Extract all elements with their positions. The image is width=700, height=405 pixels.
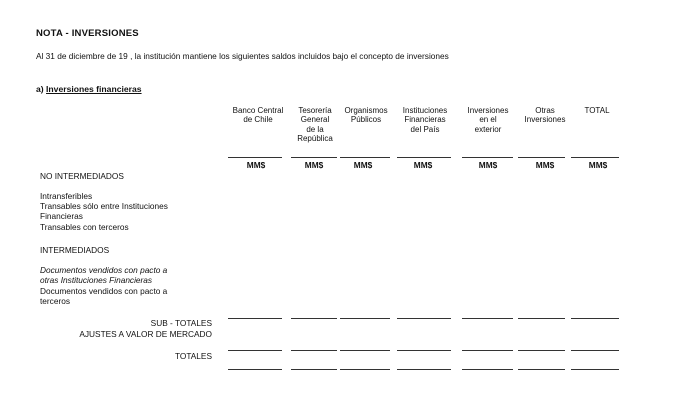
total-rule-top: [518, 350, 565, 351]
row-transables-terceros: Transables con terceros: [40, 222, 129, 232]
row-doc-vendidos-terceros: Documentos vendidos con pacto a terceros: [40, 286, 168, 306]
intro-text: Al 31 de diciembre de 19 , la institución mantiene los siguientes saldos incluidos bajo el concepto de inversiones: [36, 51, 449, 61]
total-rule-bottom: [340, 369, 390, 370]
total-rule-top: [397, 350, 451, 351]
row-doc-vendidos-instituciones: Documentos vendidos con pacto a otras Instituciones Financieras: [40, 265, 168, 285]
page-title: NOTA - INVERSIONES: [36, 28, 139, 39]
subtotal-rule: [518, 318, 565, 319]
header-rule-3: [340, 157, 390, 158]
col-header-total: TOTAL: [584, 106, 610, 115]
subtotal-rule: [340, 318, 390, 319]
total-rule-bottom: [397, 369, 451, 370]
unit-label: MM$: [413, 160, 433, 170]
row-ajustes: AJUSTES A VALOR DE MERCADO: [79, 329, 212, 339]
header-rule-2: [291, 157, 337, 158]
header-rule-1: [228, 157, 282, 158]
col-header-banco-central: Banco Central de Chile: [232, 106, 284, 125]
subtotal-rule: [462, 318, 513, 319]
total-rule-top: [462, 350, 513, 351]
total-rule-top: [340, 350, 390, 351]
unit-label: MM$: [304, 160, 324, 170]
unit-label: MM$: [246, 160, 266, 170]
total-rule-bottom: [462, 369, 513, 370]
header-rule-4: [397, 157, 451, 158]
total-rule-bottom: [571, 369, 619, 370]
total-rule-top: [291, 350, 337, 351]
total-rule-top: [228, 350, 282, 351]
subtotal-rule: [228, 318, 282, 319]
total-rule-top: [571, 350, 619, 351]
row-sub-totales: SUB - TOTALES: [150, 318, 212, 328]
header-rule-5: [462, 157, 513, 158]
col-header-instituciones: Instituciones Financieras del País: [402, 106, 448, 134]
section-prefix: a): [36, 84, 47, 94]
row-intermediados: INTERMEDIADOS: [40, 245, 110, 255]
row-no-intermediados: NO INTERMEDIADOS: [40, 171, 124, 181]
subtotal-rule: [291, 318, 337, 319]
col-header-organismos: Organismos Públicos: [344, 106, 388, 125]
unit-label: MM$: [588, 160, 608, 170]
row-transables-solo: Transables sólo entre Instituciones Financieras: [40, 201, 168, 221]
section-title: Inversiones financieras: [46, 84, 142, 94]
total-rule-bottom: [228, 369, 282, 370]
col-header-otras: Otras Inversiones: [524, 106, 566, 125]
total-rule-bottom: [518, 369, 565, 370]
col-header-inversiones-exterior: Inversiones en el exterior: [467, 106, 509, 134]
row-totales: TOTALES: [174, 351, 212, 361]
unit-label: MM$: [478, 160, 498, 170]
header-rule-6: [518, 157, 565, 158]
row-intransferibles: Intransferibles: [40, 191, 93, 201]
unit-label: MM$: [353, 160, 373, 170]
subtotal-rule: [571, 318, 619, 319]
unit-label: MM$: [535, 160, 555, 170]
col-header-tesoreria: Tesorería General de la República: [297, 106, 333, 144]
section-heading: [36, 84, 142, 94]
total-rule-bottom: [291, 369, 337, 370]
subtotal-rule: [397, 318, 451, 319]
header-rule-7: [571, 157, 619, 158]
